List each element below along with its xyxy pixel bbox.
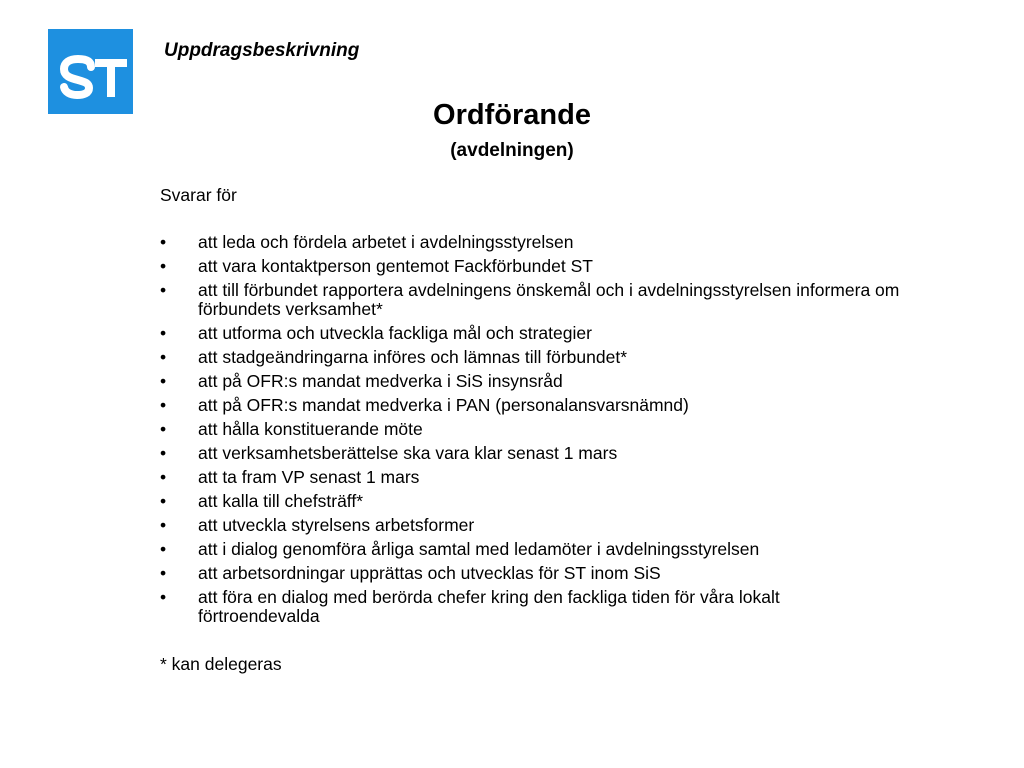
list-item-text: att på OFR:s mandat medverka i SiS insynsråd: [198, 371, 563, 391]
list-item: [160, 492, 900, 511]
bullet-icon: •: [160, 256, 167, 276]
list-item-text: att hålla konstituerande möte: [198, 419, 423, 439]
list-item-text: att stadgeändringarna införes och lämnas till förbundet*: [198, 347, 628, 367]
bullet-icon: •: [160, 371, 167, 391]
page-subtitle: (avdelningen): [450, 140, 574, 161]
list-item-text: att utveckla styrelsens arbetsformer: [198, 515, 475, 535]
bullet-icon: •: [160, 515, 167, 535]
list-item: [160, 516, 900, 535]
list-item-text: att verksamhetsberättelse ska vara klar senast 1 mars: [198, 443, 618, 463]
bullet-icon: •: [160, 280, 167, 300]
list-item: [160, 257, 900, 276]
list-item: [160, 588, 900, 626]
list-item-text: att ta fram VP senast 1 mars: [198, 467, 420, 487]
bullet-icon: •: [160, 539, 167, 559]
list-item-text: att leda och fördela arbetet i avdelningsstyrelsen: [198, 232, 574, 252]
bullet-icon: •: [160, 395, 167, 415]
intro-text: Svarar för: [160, 185, 237, 205]
bullet-icon: •: [160, 232, 167, 252]
list-item-text: att i dialog genomföra årliga samtal med ledamöter i avdelningsstyrelsen: [198, 539, 760, 559]
page-title: Ordförande: [433, 99, 591, 131]
responsibilities-list: [160, 233, 900, 631]
list-item: [160, 281, 900, 319]
bullet-icon: •: [160, 419, 167, 439]
list-item: [160, 396, 900, 415]
list-item: [160, 564, 900, 583]
list-item: [160, 444, 900, 463]
list-item: [160, 540, 900, 559]
footnote: * kan delegeras: [160, 654, 282, 674]
document-type-label: Uppdragsbeskrivning: [164, 40, 360, 61]
list-item: [160, 233, 900, 252]
list-item-text: att föra en dialog med berörda chefer kring den fackliga tiden för våra lokalt förtroendevalda: [198, 587, 780, 626]
list-item: [160, 348, 900, 367]
bullet-icon: •: [160, 587, 167, 607]
list-item-text: att till förbundet rapportera avdelningens önskemål och i avdelningsstyrelsen informera om förbundets verksamhet*: [198, 280, 900, 319]
bullet-icon: •: [160, 491, 167, 511]
bullet-icon: •: [160, 347, 167, 367]
bullet-icon: •: [160, 467, 167, 487]
list-item: [160, 324, 900, 343]
list-item-text: att på OFR:s mandat medverka i PAN (personalansvarsnämnd): [198, 395, 689, 415]
bullet-icon: •: [160, 443, 167, 463]
list-item-text: att kalla till chefsträff*: [198, 491, 364, 511]
list-item: [160, 468, 900, 487]
list-item: [160, 420, 900, 439]
list-item-text: att arbetsordningar upprättas och utvecklas för ST inom SiS: [198, 563, 661, 583]
bullet-icon: •: [160, 323, 167, 343]
list-item: [160, 372, 900, 391]
list-item-text: att utforma och utveckla fackliga mål och strategier: [198, 323, 592, 343]
bullet-icon: •: [160, 563, 167, 583]
list-item-text: att vara kontaktperson gentemot Fackförbundet ST: [198, 256, 593, 276]
